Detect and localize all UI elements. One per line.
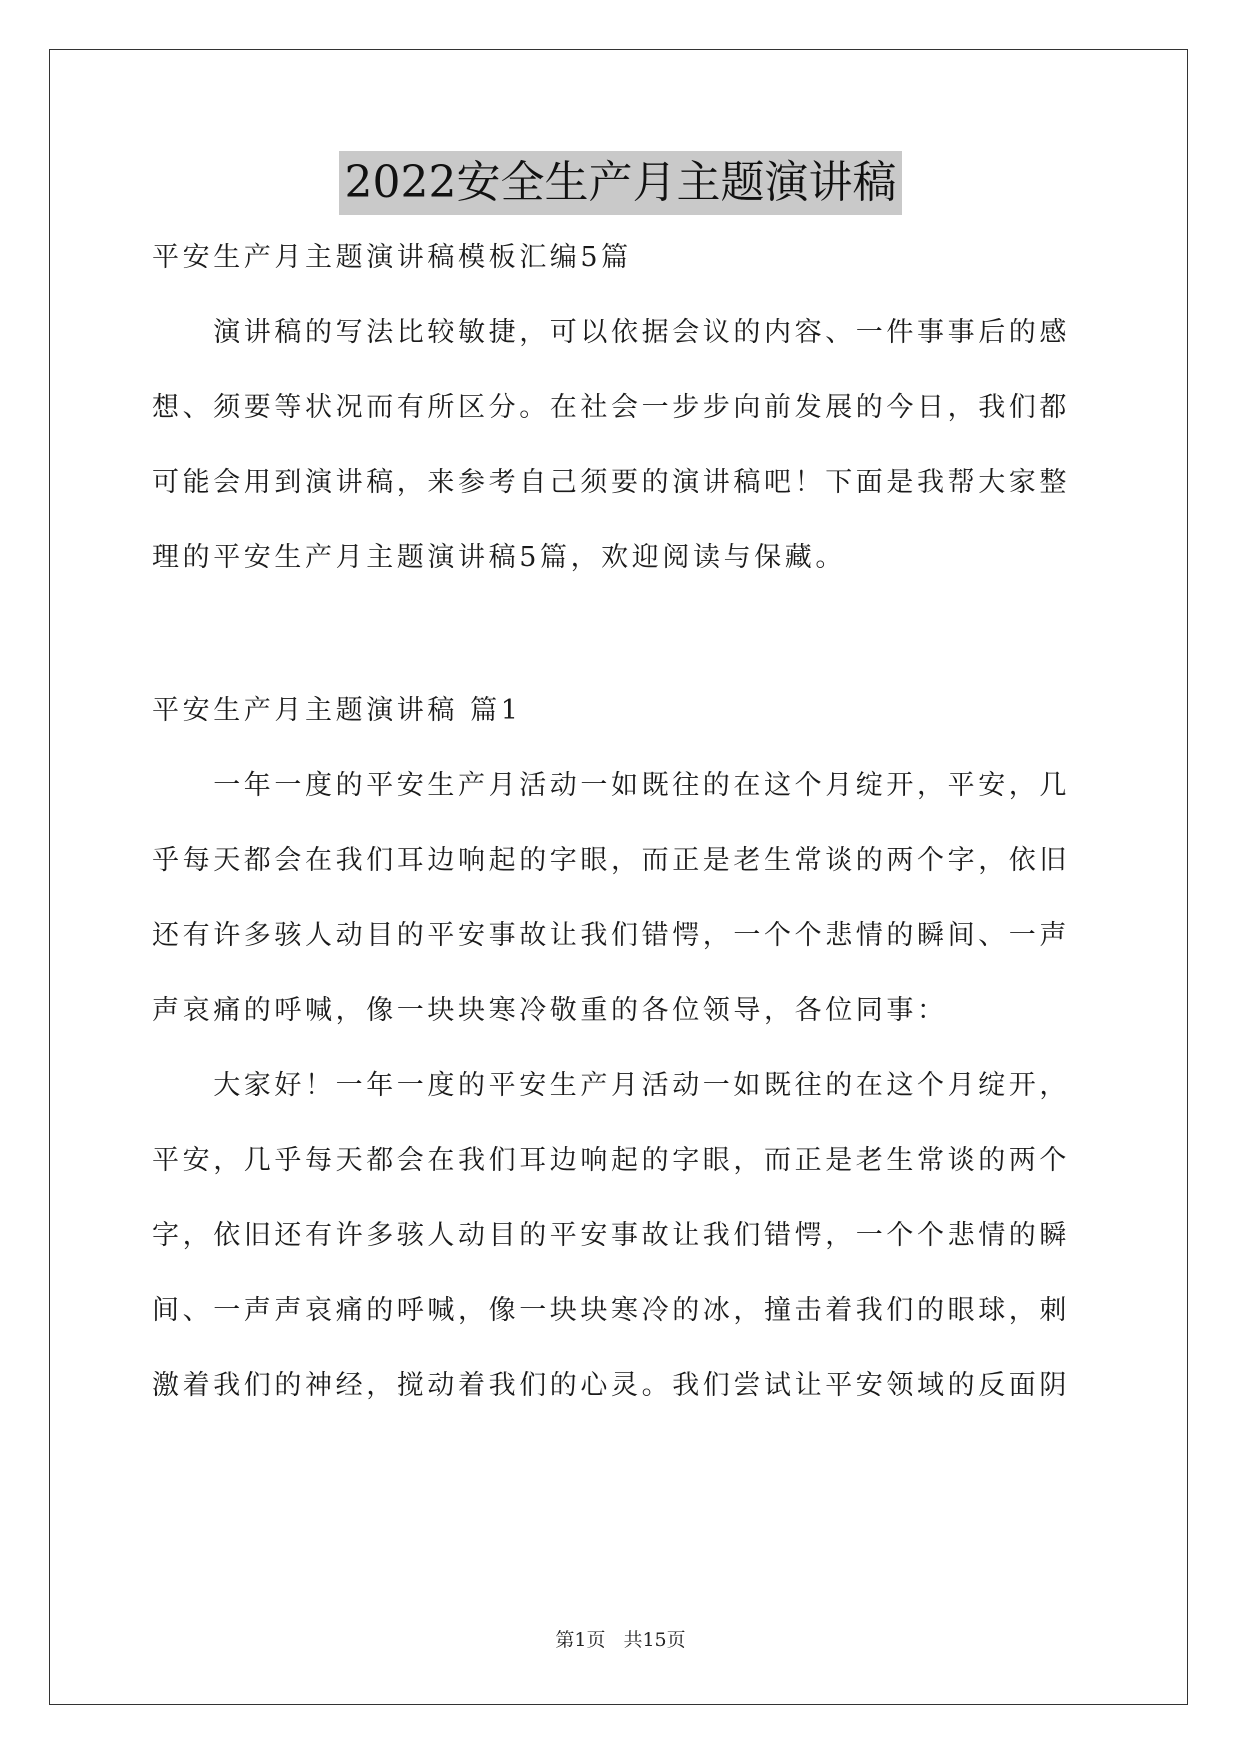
intro-line: 可能会用到演讲稿，来参考自己须要的演讲稿吧！下面是我帮大家整 (152, 467, 1070, 498)
paragraph-line: 乎每天都会在我们耳边响起的字眼，而正是老生常谈的两个字，依旧 (152, 845, 1070, 876)
paragraph-line: 字，依旧还有许多骇人动目的平安事故让我们错愕，一个个悲情的瞬 (152, 1220, 1070, 1251)
section-heading: 平安生产月主题演讲稿 篇1 (152, 695, 522, 726)
document-title: 2022安全生产月主题演讲稿 (339, 151, 903, 215)
document-subtitle: 平安生产月主题演讲稿模板汇编5篇 (152, 242, 632, 273)
page-footer (0, 1627, 1241, 1653)
paragraph-line: 声哀痛的呼喊，像一块块寒冷敬重的各位领导，各位同事： (152, 995, 948, 1026)
paragraph-line: 还有许多骇人动目的平安事故让我们错愕，一个个悲情的瞬间、一声 (152, 920, 1070, 951)
paragraph-line: 间、一声声哀痛的呼喊，像一块块寒冷的冰，撞击着我们的眼球，刺 (152, 1295, 1070, 1326)
title-wrap (0, 151, 1241, 215)
intro-line: 理的平安生产月主题演讲稿5篇，欢迎阅读与保藏。 (152, 542, 846, 573)
intro-line: 想、须要等状况而有所区分。在社会一步步向前发展的今日，我们都 (152, 392, 1070, 423)
paragraph-line: 一年一度的平安生产月活动一如既往的在这个月绽开，平安，几 (152, 770, 1070, 801)
intro-line: 演讲稿的写法比较敏捷，可以依据会议的内容、一件事事后的感 (152, 317, 1070, 348)
paragraph-line: 平安，几乎每天都会在我们耳边响起的字眼，而正是老生常谈的两个 (152, 1145, 1070, 1176)
page-number-total: 共15页 (623, 1629, 686, 1651)
paragraph-line: 大家好！一年一度的平安生产月活动一如既往的在这个月绽开， (152, 1070, 1070, 1101)
page-number-current: 第1页 (555, 1629, 606, 1651)
paragraph-line: 激着我们的神经，搅动着我们的心灵。我们尝试让平安领域的反面阴 (152, 1370, 1070, 1401)
